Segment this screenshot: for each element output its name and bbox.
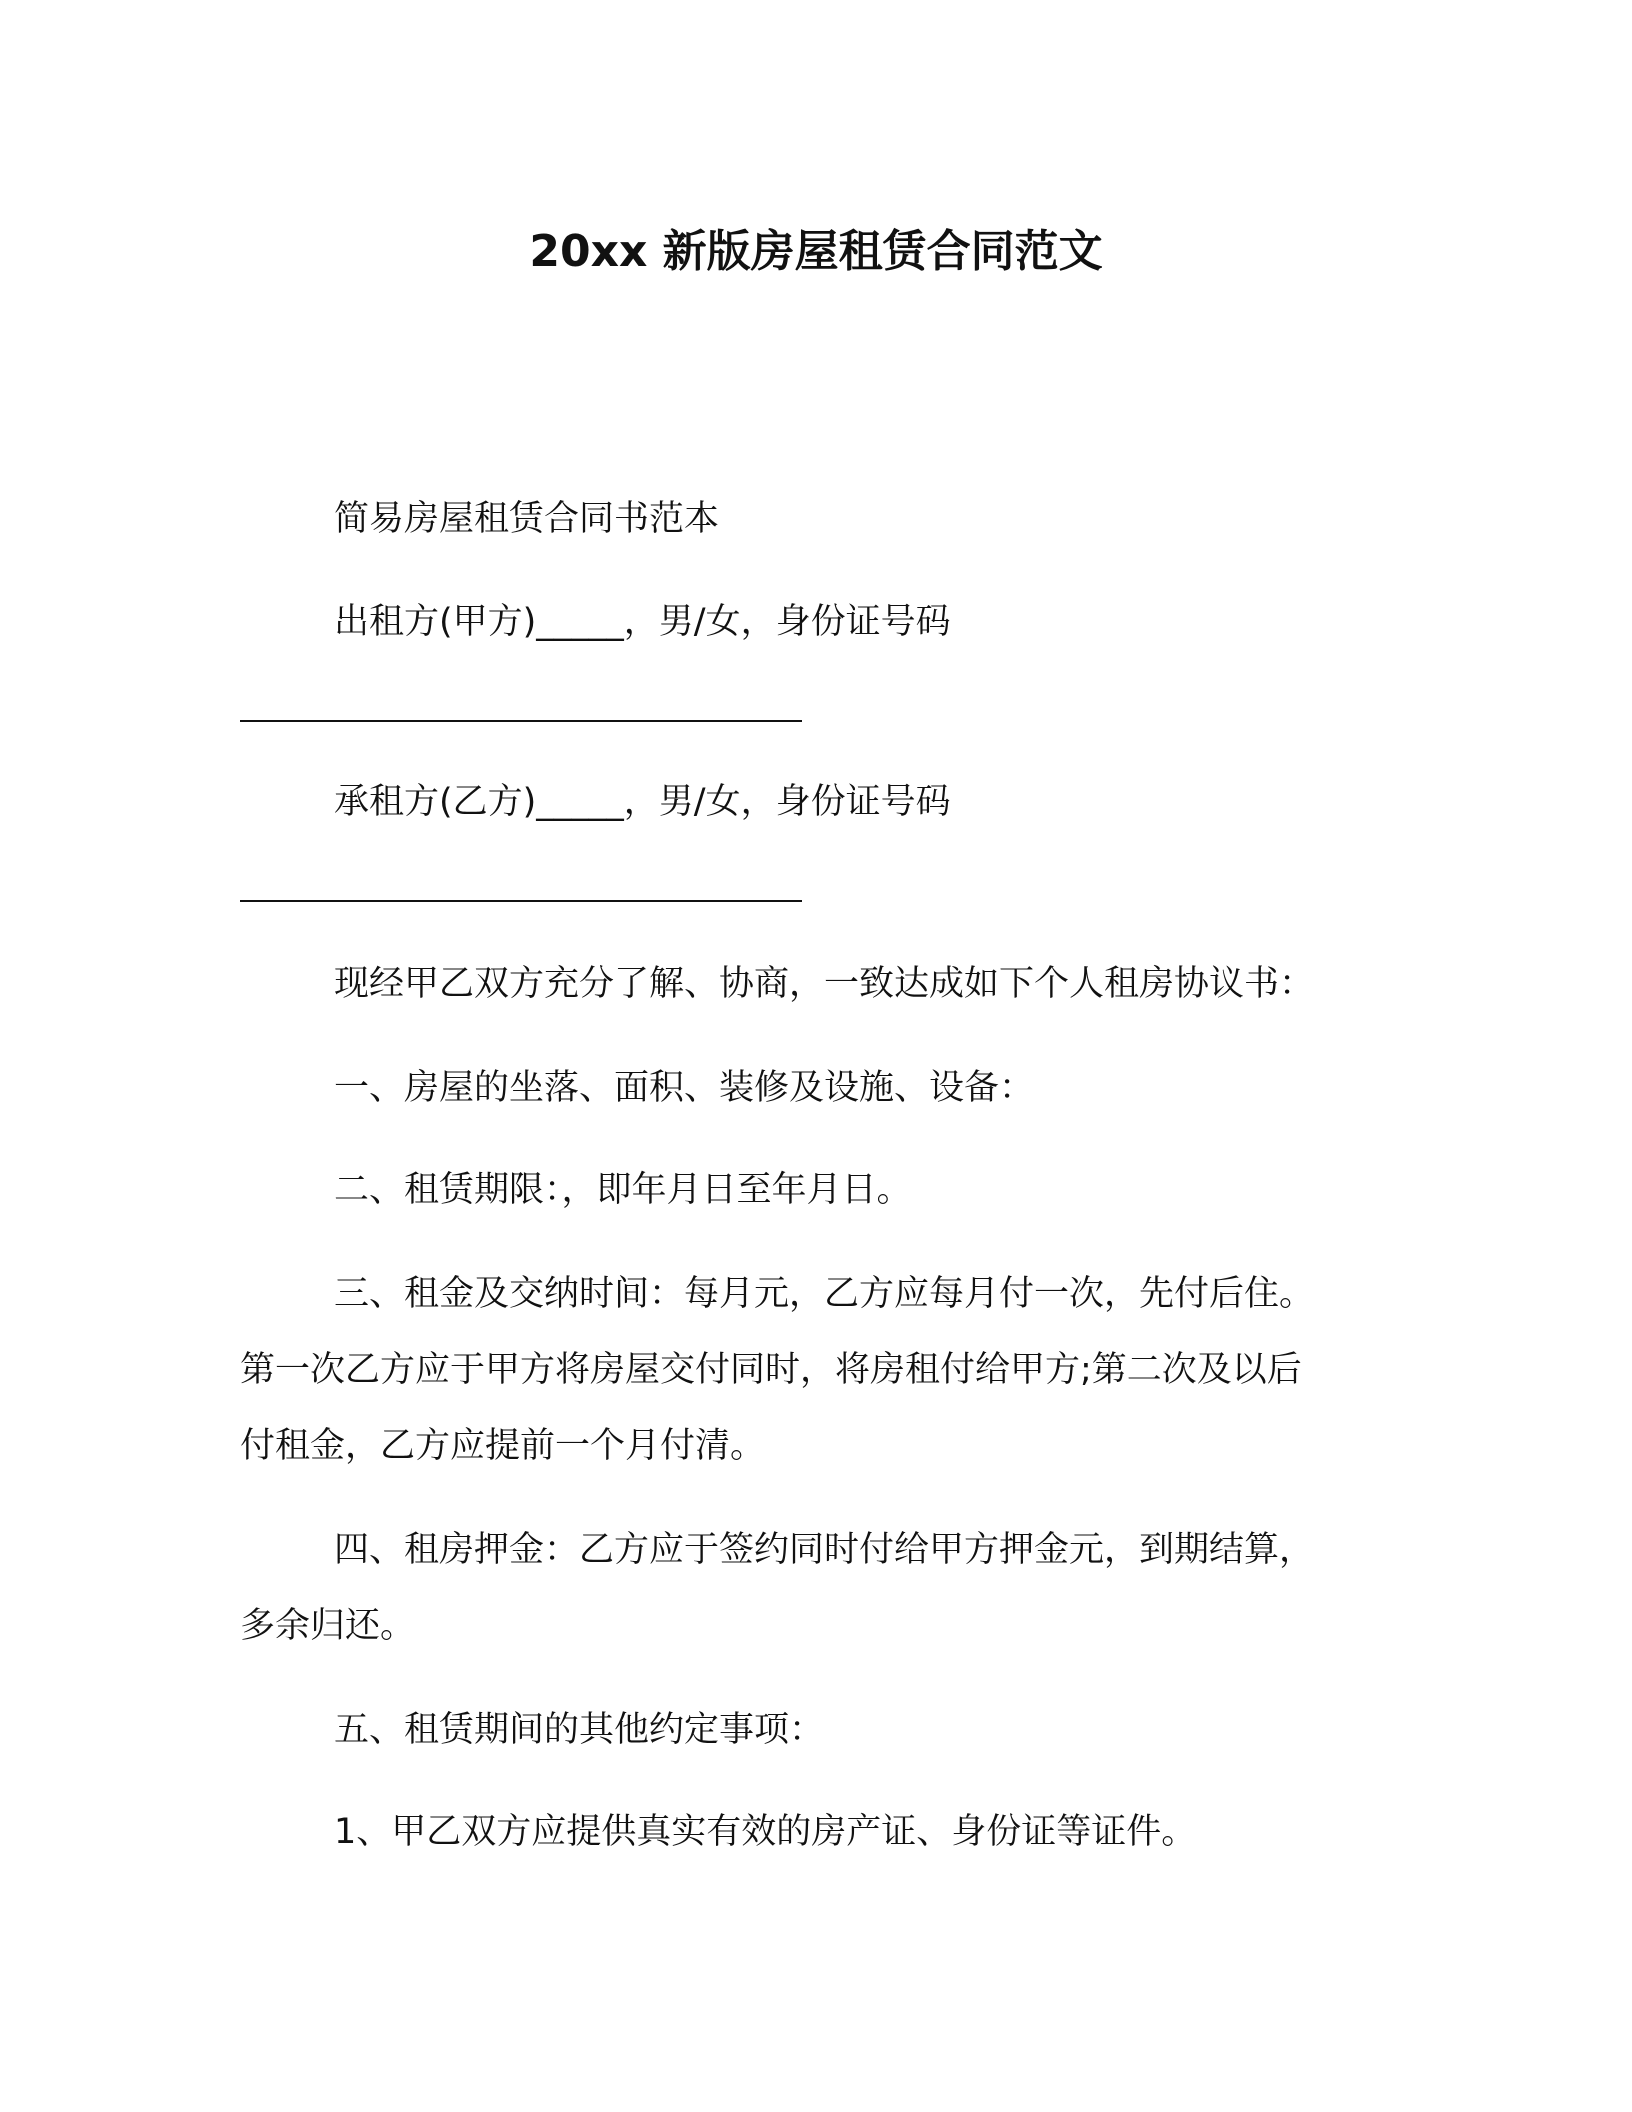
paragraph-lessor: 出租方(甲方)_____，男/女，身份证号码 — [334, 602, 951, 642]
paragraph-lessee: 承租方(乙方)_____，男/女，身份证号码 — [334, 782, 951, 822]
document-title: 20xx 新版房屋租赁合同范文 — [529, 226, 1103, 277]
lessee-id-blank-line — [240, 900, 802, 902]
lessor-id-blank-line — [240, 720, 802, 722]
paragraph-contract-name: 简易房屋租赁合同书范本 — [334, 499, 720, 539]
paragraph-clause-1: 一、房屋的坐落、面积、装修及设施、设备： — [334, 1068, 1035, 1108]
paragraph-clause-4-line-2: 多余归还。 — [240, 1606, 416, 1646]
paragraph-clause-5: 五、租赁期间的其他约定事项： — [334, 1710, 825, 1750]
paragraph-clause-3-line-2: 第一次乙方应于甲方将房屋交付同时，将房租付给甲方;第二次及以后 — [240, 1350, 1302, 1390]
paragraph-clause-2: 二、租赁期限：，即年月日至年月日。 — [334, 1170, 912, 1210]
paragraph-clause-3-line-1: 三、租金及交纳时间：每月元，乙方应每月付一次，先付后住。 — [334, 1274, 1315, 1314]
paragraph-clause-5-item-1: 1、甲乙双方应提供真实有效的房产证、身份证等证件。 — [334, 1812, 1197, 1852]
paragraph-agreement-intro: 现经甲乙双方充分了解、协商，一致达成如下个人租房协议书： — [334, 964, 1315, 1004]
paragraph-clause-3-line-3: 付租金，乙方应提前一个月付清。 — [240, 1426, 766, 1466]
paragraph-clause-4-line-1: 四、租房押金：乙方应于签约同时付给甲方押金元，到期结算， — [334, 1530, 1315, 1570]
